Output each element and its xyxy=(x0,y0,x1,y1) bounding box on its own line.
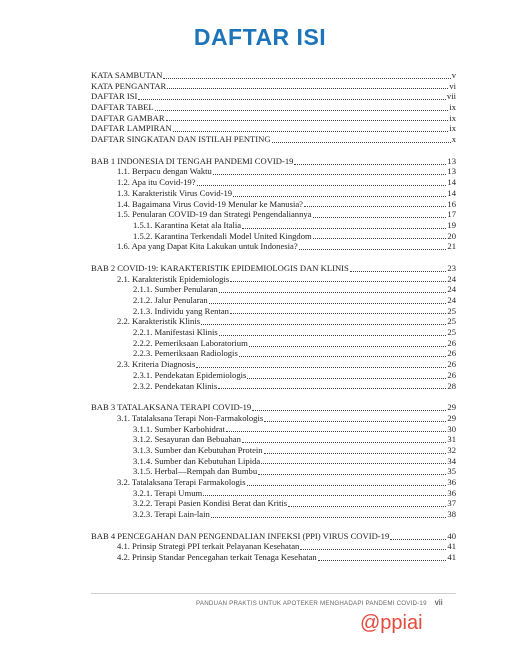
watermark: @ppiai xyxy=(360,612,423,634)
toc-page-number: 25 xyxy=(447,305,456,316)
dot-leader xyxy=(300,548,446,550)
toc-label: 2.2.3. Pemeriksaan Radiologis xyxy=(133,348,238,359)
toc-page-number: 14 xyxy=(447,177,456,188)
spacer xyxy=(91,520,456,531)
toc-subsection[interactable] xyxy=(91,231,456,242)
toc-label: DAFTAR LAMPIRAN xyxy=(91,123,172,134)
toc-page-number: 31 xyxy=(447,434,456,445)
toc-label: 2.3.2. Pendekatan Klinis xyxy=(133,380,218,391)
dot-leader xyxy=(313,237,447,239)
dot-leader xyxy=(203,494,446,496)
toc-label: 1.6. Apa yang Dapat Kita Lakukan untuk Indonesia? xyxy=(117,241,298,252)
dot-leader xyxy=(264,420,446,422)
toc-label: 3.1.1. Sumber Karbohidrat xyxy=(133,423,225,434)
toc-page-number: 19 xyxy=(447,219,456,230)
dot-leader xyxy=(304,205,446,207)
toc-label: KATA SAMBUTAN xyxy=(91,69,163,80)
toc-label: 1.3. Karakteristik Virus Covid-19 xyxy=(117,187,233,198)
dot-leader xyxy=(173,130,449,132)
toc-page-number: 21 xyxy=(447,241,456,252)
toc-page-number: 20 xyxy=(447,230,456,241)
dot-leader xyxy=(197,184,447,186)
dot-leader xyxy=(196,366,446,368)
toc-entry[interactable] xyxy=(91,123,456,134)
toc-section[interactable] xyxy=(91,167,456,178)
toc-label: 2.1.1. Sumber Penularan xyxy=(133,284,218,295)
dot-leader xyxy=(219,291,447,293)
dot-leader xyxy=(233,195,446,197)
toc-label: 1.5.2. Karantina Terkendali Model United Kingdom xyxy=(133,230,312,241)
dot-leader xyxy=(258,473,446,475)
dot-leader xyxy=(239,355,447,357)
toc-chapter[interactable] xyxy=(91,156,456,167)
dot-leader xyxy=(264,452,447,454)
toc-subsection[interactable] xyxy=(91,284,456,295)
toc-label: 3.2.1. Terapi Umum xyxy=(133,487,203,498)
toc-label: 4.2. Prinsip Standar Pencegahan terkait Tenaga Kesehatan xyxy=(117,552,317,563)
toc-label: 2.2.2. Pemeriksaan Laboratorium xyxy=(133,337,248,348)
dot-leader xyxy=(294,163,446,165)
toc-page-number: 32 xyxy=(447,444,456,455)
toc-page-number: 24 xyxy=(447,295,456,306)
toc-page-number: 14 xyxy=(447,187,456,198)
dot-leader xyxy=(230,280,446,282)
toc-subsection[interactable] xyxy=(91,295,456,306)
toc-label: 4.1. Prinsip Strategi PPI terkait Pelayanan Kesehatan xyxy=(117,541,300,552)
toc-page-number: 37 xyxy=(447,498,456,509)
toc-subsection[interactable] xyxy=(91,424,456,435)
toc-label: 3.2. Tatalaksana Terapi Farmakologis xyxy=(117,477,246,488)
toc-page-number: 35 xyxy=(447,466,456,477)
toc-label: 1.4. Bagaimana Virus Covid-19 Menular ke Manusia? xyxy=(117,198,303,209)
footer-page-number: vii xyxy=(434,598,443,607)
toc-label: 3.1.5. Herbal—Rempah dan Bumbu xyxy=(133,466,258,477)
toc-section[interactable] xyxy=(91,209,456,220)
toc-page-number: 26 xyxy=(447,348,456,359)
toc-subsection[interactable] xyxy=(91,349,456,360)
toc-subsection[interactable] xyxy=(91,220,456,231)
toc-entry[interactable] xyxy=(91,134,456,145)
dot-leader xyxy=(390,538,446,540)
toc-page-number: 17 xyxy=(447,209,456,220)
toc-page-number: 24 xyxy=(447,284,456,295)
toc-page-number: 26 xyxy=(447,369,456,380)
dot-leader xyxy=(247,377,446,379)
toc-page-number: 41 xyxy=(447,541,456,552)
dot-leader xyxy=(163,77,450,79)
toc-label: DAFTAR SINGKATAN DAN ISTILAH PENTING xyxy=(91,134,271,145)
toc-section[interactable] xyxy=(91,413,456,424)
toc-page-number: 29 xyxy=(447,402,456,413)
toc-section[interactable] xyxy=(91,177,456,188)
dot-leader xyxy=(213,173,447,175)
toc-page-number: 34 xyxy=(447,455,456,466)
dot-leader xyxy=(209,302,447,304)
toc-page-number: 23 xyxy=(447,262,456,273)
dot-leader xyxy=(288,505,446,507)
toc-subsection[interactable] xyxy=(91,338,456,349)
dot-leader xyxy=(230,312,446,314)
dot-leader xyxy=(249,345,447,347)
toc-label: 3.1.3. Sumber dan Kebutuhan Protein xyxy=(133,444,263,455)
toc-label: DAFTAR TABEL xyxy=(91,102,154,113)
dot-leader xyxy=(219,334,447,336)
toc-subsection[interactable] xyxy=(91,445,456,456)
toc-page-number: 13 xyxy=(447,166,456,177)
toc-label: 1.2. Apa itu Covid-19? xyxy=(117,177,196,188)
dot-leader xyxy=(211,516,447,518)
dot-leader xyxy=(226,430,447,432)
dot-leader xyxy=(138,98,446,100)
toc-subsection[interactable] xyxy=(91,488,456,499)
toc-label: DAFTAR GAMBAR xyxy=(91,112,165,123)
toc-label: 3.1.2. Sesayuran dan Bebuahan xyxy=(133,434,241,445)
toc-page-number: 38 xyxy=(447,509,456,520)
toc-entry[interactable] xyxy=(91,91,456,102)
toc-page-number: 41 xyxy=(447,552,456,563)
toc-entry[interactable] xyxy=(91,102,456,113)
toc-chapter[interactable] xyxy=(91,263,456,274)
toc-subsection[interactable] xyxy=(91,381,456,392)
toc-label: 3.1. Tatalaksana Terapi Non-Farmakologis xyxy=(117,412,264,423)
toc-section[interactable] xyxy=(91,477,456,488)
toc-subsection[interactable] xyxy=(91,306,456,317)
dot-leader xyxy=(155,109,449,111)
dot-leader xyxy=(167,87,448,89)
toc-page-number: vii xyxy=(446,91,456,102)
toc-label: 3.2.2. Terapi Pasien Kondisi Berat dan Kritis xyxy=(133,498,288,509)
toc-page-number: ix xyxy=(449,123,456,134)
toc-label: 2.3.1. Pendekatan Epidemiologis xyxy=(133,369,247,380)
toc-label: BAB 4 PENCEGAHAN DAN PENGENDALIAN INFEKSI (PPI) VIRUS COVID-19 xyxy=(91,530,390,541)
toc-page-number: vi xyxy=(449,80,456,91)
dot-leader xyxy=(201,323,446,325)
toc-subsection[interactable] xyxy=(91,498,456,509)
toc-page-number: ix xyxy=(449,112,456,123)
footer-text: PANDUAN PRAKTIS UNTUK APOTEKER MENGHADAPI PANDEMI COVID-19 xyxy=(196,600,427,607)
toc-label: 2.1.2. Jalur Penularan xyxy=(133,295,208,306)
dot-leader xyxy=(272,141,451,143)
toc-page-number: 36 xyxy=(447,487,456,498)
dot-leader xyxy=(299,248,447,250)
dot-leader xyxy=(242,441,447,443)
page-footer xyxy=(196,598,456,607)
toc-page-number: 26 xyxy=(447,359,456,370)
toc-label: 1.5.1. Karantina Ketat ala Italia xyxy=(133,219,242,230)
toc-page-number: 28 xyxy=(447,380,456,391)
toc-entry[interactable] xyxy=(91,113,456,124)
toc-label: BAB 1 INDONESIA DI TENGAH PANDEMI COVID-19 xyxy=(91,155,294,166)
toc-page-number: 25 xyxy=(447,327,456,338)
toc-page-number: 40 xyxy=(447,530,456,541)
toc-page-number: 36 xyxy=(447,477,456,488)
spacer xyxy=(91,391,456,402)
table-of-contents xyxy=(91,70,456,563)
toc-page-number: 25 xyxy=(447,316,456,327)
toc-page-number: 30 xyxy=(447,423,456,434)
toc-label: DAFTAR ISI xyxy=(91,91,138,102)
toc-subsection[interactable] xyxy=(91,434,456,445)
toc-chapter[interactable] xyxy=(91,531,456,542)
toc-chapter[interactable] xyxy=(91,402,456,413)
spacer xyxy=(91,252,456,263)
toc-label: 2.1.3. Individu yang Rentan xyxy=(133,305,229,316)
dot-leader xyxy=(318,559,447,561)
toc-label: BAB 3 TATALAKSANA TERAPI COVID-19 xyxy=(91,402,252,413)
toc-page-number: v xyxy=(451,69,456,80)
spacer xyxy=(91,145,456,156)
toc-subsection[interactable] xyxy=(91,327,456,338)
dot-leader xyxy=(350,270,447,272)
toc-page-number: 24 xyxy=(447,273,456,284)
toc-label: 2.3. Kriteria Diagnosis xyxy=(117,359,196,370)
toc-section[interactable] xyxy=(91,274,456,285)
toc-label: 1.1. Berpacu dengan Waktu xyxy=(117,166,212,177)
toc-label: 3.1.4. Sumber dan Kebutuhan Lipida xyxy=(133,455,261,466)
toc-section[interactable] xyxy=(91,552,456,563)
dot-leader xyxy=(313,216,447,218)
dot-leader xyxy=(261,462,446,464)
toc-entry[interactable] xyxy=(91,70,456,81)
toc-subsection[interactable] xyxy=(91,370,456,381)
toc-label: BAB 2 COVID-19: KARAKTERISTIK EPIDEMIOLOGIS DAN KLINIS xyxy=(91,262,349,273)
toc-page-number: ix xyxy=(449,102,456,113)
toc-section[interactable] xyxy=(91,359,456,370)
toc-section[interactable] xyxy=(91,199,456,210)
toc-label: 3.2.3. Terapi Lain-lain xyxy=(133,509,210,520)
toc-label: 1.5. Penularan COVID-19 dan Strategi Pengendaliannya xyxy=(117,209,312,220)
toc-section[interactable] xyxy=(91,241,456,252)
toc-subsection[interactable] xyxy=(91,456,456,467)
toc-label: KATA PENGANTAR xyxy=(91,80,167,91)
toc-section[interactable] xyxy=(91,542,456,553)
footer-divider xyxy=(91,593,456,594)
toc-page-number: 16 xyxy=(447,198,456,209)
toc-label: 2.2.1. Manifestasi Klinis xyxy=(133,327,218,338)
toc-subsection[interactable] xyxy=(91,509,456,520)
toc-section[interactable] xyxy=(91,316,456,327)
dot-leader xyxy=(252,409,446,411)
toc-subsection[interactable] xyxy=(91,466,456,477)
toc-label: 2.2. Karakteristik Klinis xyxy=(117,316,201,327)
toc-label: 2.1. Karakteristik Epidemiologis xyxy=(117,273,230,284)
toc-page-number: x xyxy=(451,134,456,145)
toc-page-number: 29 xyxy=(447,412,456,423)
toc-entry[interactable] xyxy=(91,81,456,92)
page-title: DAFTAR ISI xyxy=(193,24,327,50)
toc-page-number: 26 xyxy=(447,337,456,348)
toc-page-number: 13 xyxy=(447,155,456,166)
dot-leader xyxy=(166,119,449,121)
dot-leader xyxy=(247,484,447,486)
toc-section[interactable] xyxy=(91,188,456,199)
dot-leader xyxy=(242,227,446,229)
dot-leader xyxy=(218,387,446,389)
